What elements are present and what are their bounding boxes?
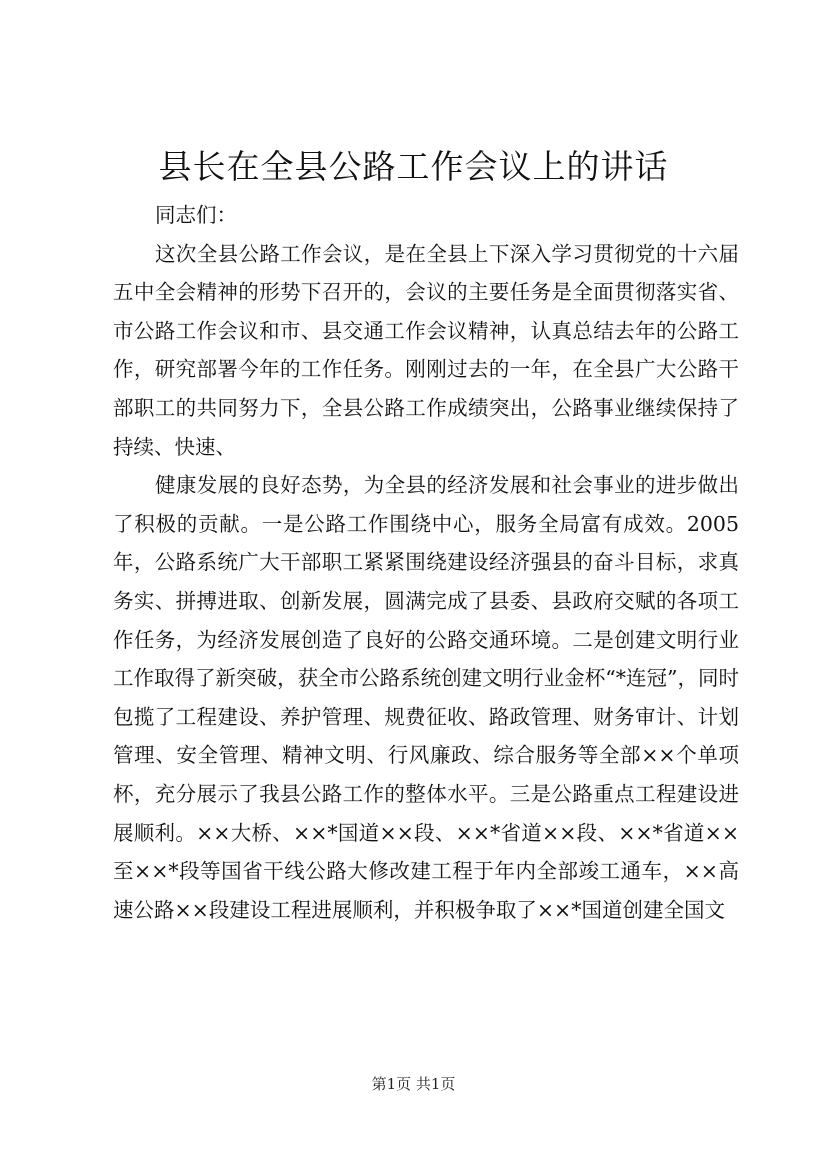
paragraph-1: 这次全县公路工作会议，是在全县上下深入学习贯彻党的十六届五中全会精神的形势下召开的，会议的主要任务是全面贯彻落实省、市公路工作会议和市、县交通工作会议精神，认真总结去年的公路工作，研究部署今年的工作任务。刚刚过去的一年，在全县广大公路干部职工的共同努力下，全县公路工作成绩突出，公路事业继续保持了持续、快速、: [113, 241, 739, 459]
document-title: 县长在全县公路工作会议上的讲话: [158, 147, 669, 186]
salutation: 同志们：: [155, 203, 237, 227]
page-footer: 第1页 共1页: [371, 1075, 456, 1093]
document-body: [113, 196, 739, 929]
paragraph-2: 健康发展的良好态势，为全县的经济发展和社会事业的进步做出了积极的贡献。一是公路工作围绕中心，服务全局富有成效。2005年，公路系统广大干部职工紧紧围绕建设经济强县的奋斗目标，求真务实、拼搏进取、创新发展，圆满完成了县委、县政府交赋的各项工作任务，为经济发展创造了良好的公路交通环境。二是创建文明行业工作取得了新突破，获全市公路系统创建文明行业金杯“*连冠”，同时包揽了工程建设、养护管理、规费征收、路政管理、财务审计、计划管理、安全管理、精神文明、行风廉政、综合服务等全部××个单项杯，充分展示了我县公路工作的整体水平。三是公路重点工程建设进展顺利。××大桥、××*国道××段、××*省道××段、××*省道××至××*段等国省干线公路大修改建工程于年内全部竣工通车，××高速公路××段建设工程进展顺利，并积极争取了××*国道创建全国文: [113, 473, 739, 922]
